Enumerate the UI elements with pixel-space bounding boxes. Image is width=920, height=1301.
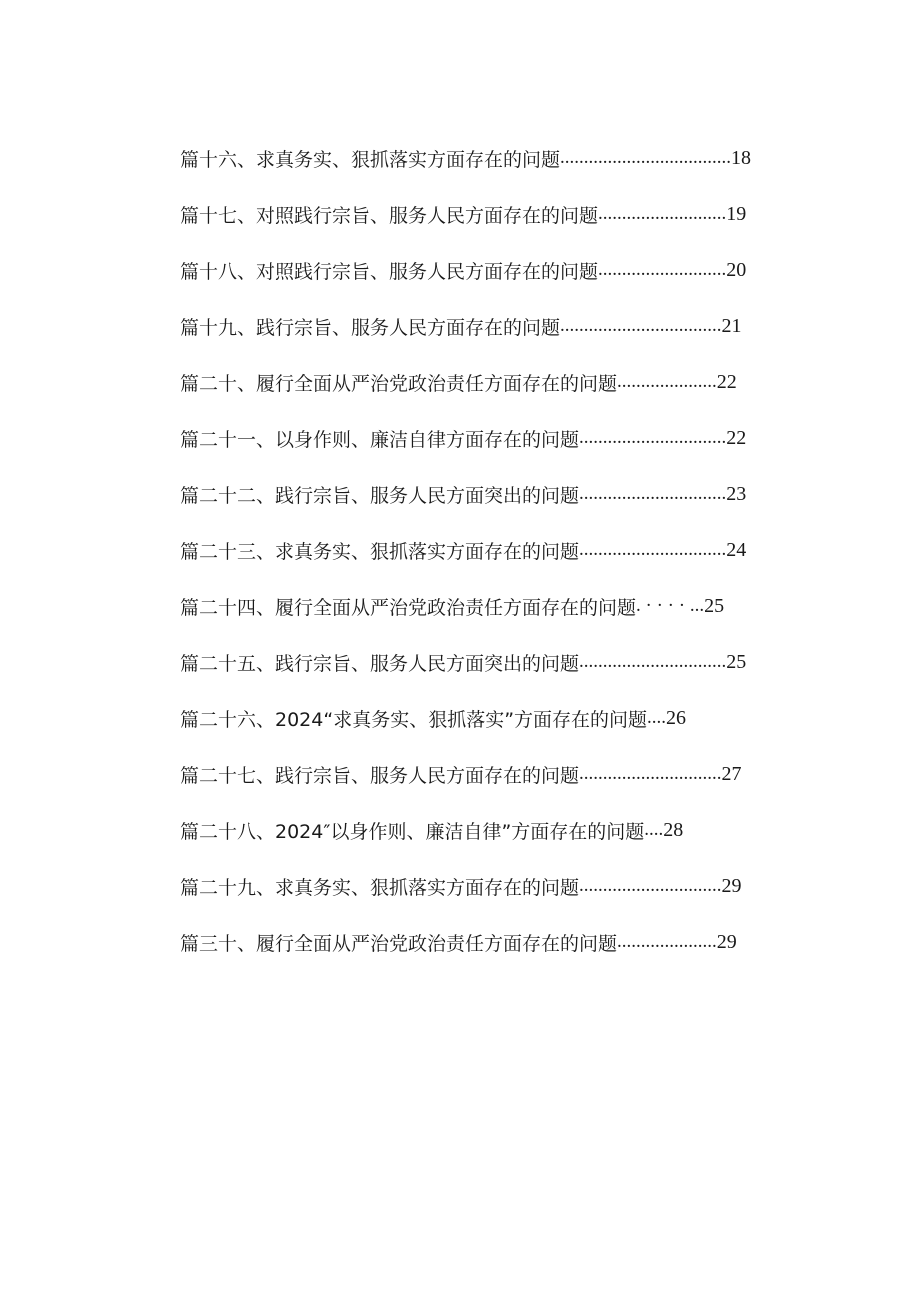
toc-entry-title: 篇十八、对照践行宗旨、服务人民方面存在的问题 — [180, 260, 599, 283]
toc-entry — [180, 746, 751, 802]
toc-entry-title: 篇十九、践行宗旨、服务人民方面存在的问题 — [180, 316, 561, 339]
toc-entry-leader: . · · · · ... — [636, 595, 705, 616]
toc-entry-title: 篇二十、履行全面从严治党政治责任方面存在的问题 — [180, 372, 618, 395]
toc-entry-page-number: 29 — [721, 874, 742, 897]
toc-entry-title: 篇二十五、践行宗旨、服务人民方面突出的问题 — [180, 652, 580, 675]
toc-entry-leader: .............................. — [579, 875, 722, 896]
toc-entry-page-number: 18 — [731, 146, 752, 169]
toc-entry — [180, 242, 751, 298]
toc-entry-leader: ............................... — [579, 539, 727, 560]
toc-entry-title: 篇二十四、履行全面从严治党政治责任方面存在的问题 — [180, 596, 637, 619]
toc-entry-leader: .... — [644, 819, 664, 840]
toc-entry-page-number: 19 — [726, 202, 747, 225]
toc-entry — [180, 634, 751, 690]
toc-entry — [180, 578, 751, 634]
toc-entry-page-number: 29 — [716, 930, 737, 953]
toc-entry-title: 篇二十一、以身作则、廉洁自律方面存在的问题 — [180, 428, 580, 451]
toc-entry-page-number: 28 — [663, 818, 684, 841]
toc-entry-title: 篇十六、求真务实、狠抓落实方面存在的问题 — [180, 148, 561, 171]
toc-entry-leader: .............................. — [579, 763, 722, 784]
toc-entry-leader: ........................... — [598, 259, 727, 280]
table-of-contents — [180, 130, 751, 970]
toc-entry-page-number: 26 — [666, 706, 687, 729]
toc-entry-title: 篇二十八、2024″以身作则、廉洁自律”方面存在的问题 — [180, 820, 645, 843]
toc-entry — [180, 130, 751, 186]
toc-entry-leader: ..................... — [617, 931, 717, 952]
toc-entry-leader: ............................... — [579, 651, 727, 672]
toc-entry — [180, 186, 751, 242]
toc-entry-page-number: 27 — [721, 762, 742, 785]
toc-entry-title: 篇十七、对照践行宗旨、服务人民方面存在的问题 — [180, 204, 599, 227]
toc-entry — [180, 690, 751, 746]
toc-entry — [180, 354, 751, 410]
toc-entry-leader: .... — [647, 707, 667, 728]
toc-entry-page-number: 22 — [726, 426, 747, 449]
toc-entry-leader: ........................... — [598, 203, 727, 224]
toc-entry — [180, 858, 751, 914]
toc-entry — [180, 410, 751, 466]
toc-entry — [180, 914, 751, 970]
toc-entry — [180, 466, 751, 522]
toc-entry-page-number: 25 — [726, 650, 747, 673]
toc-entry-page-number: 24 — [726, 538, 747, 561]
toc-entry-leader: .................................. — [560, 315, 722, 336]
toc-entry-leader: ............................... — [579, 483, 727, 504]
toc-entry-page-number: 22 — [716, 370, 737, 393]
toc-entry — [180, 298, 751, 354]
toc-entry-leader: ..................... — [617, 371, 717, 392]
toc-entry-title: 篇三十、履行全面从严治党政治责任方面存在的问题 — [180, 932, 618, 955]
toc-entry-page-number: 25 — [704, 594, 725, 617]
toc-entry-page-number: 20 — [726, 258, 747, 281]
toc-entry-page-number: 21 — [721, 314, 742, 337]
toc-entry-leader: ............................... — [579, 427, 727, 448]
toc-entry-title: 篇二十九、求真务实、狠抓落实方面存在的问题 — [180, 876, 580, 899]
toc-entry-page-number: 23 — [726, 482, 747, 505]
toc-entry — [180, 522, 751, 578]
toc-entry-title: 篇二十六、2024“求真务实、狠抓落实”方面存在的问题 — [180, 708, 648, 731]
toc-entry-leader: .................................... — [560, 147, 732, 168]
toc-entry-title: 篇二十七、践行宗旨、服务人民方面存在的问题 — [180, 764, 580, 787]
toc-entry-title: 篇二十二、践行宗旨、服务人民方面突出的问题 — [180, 484, 580, 507]
toc-entry — [180, 802, 751, 858]
toc-entry-title: 篇二十三、求真务实、狠抓落实方面存在的问题 — [180, 540, 580, 563]
